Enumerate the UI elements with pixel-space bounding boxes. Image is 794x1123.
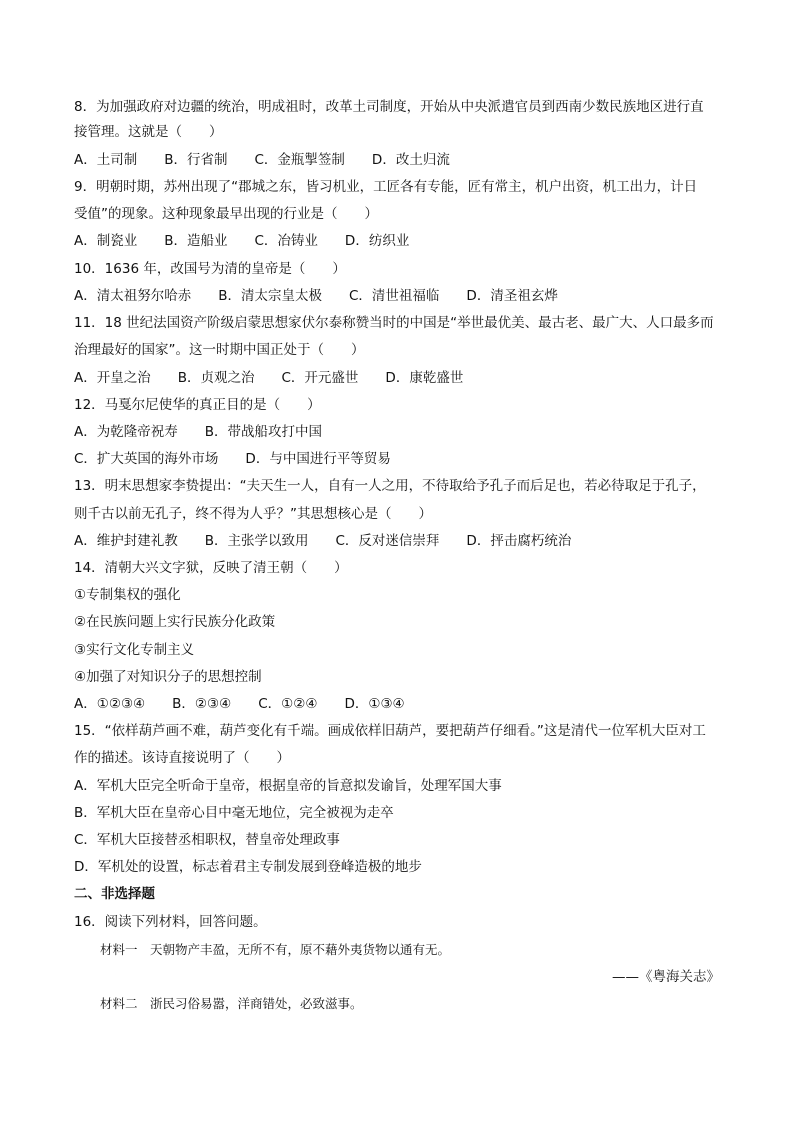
q15-option-a: A．军机大臣完全听命于皇帝，根据皇帝的旨意拟发谕旨，处理军国大事 — [74, 778, 502, 794]
q11-options: A．开皇之治 B．贞观之治 C．开元盛世 D．康乾盛世 — [74, 370, 464, 386]
q14-options: A．①②③④ B．②③④ C．①②④ D．①③④ — [74, 696, 405, 712]
q12-options-line-2: C．扩大英国的海外市场 D．与中国进行平等贸易 — [74, 451, 391, 467]
q14-stem: 14．清朝大兴文字狱，反映了清王朝（ ） — [74, 560, 348, 576]
q12-options-line-1: A．为乾隆帝祝寿 B．带战船攻打中国 — [74, 424, 322, 440]
q16-stem: 16．阅读下列材料，回答问题。 — [74, 914, 267, 930]
q9-stem-line-1: 9．明朝时期，苏州出现了“郡城之东，皆习机业，工匠各有专能，匠有常主，机户出资，机工出力，计日 — [74, 179, 698, 195]
q15-stem-line-2: 作的描述。该诗直接说明了（ ） — [74, 750, 290, 766]
q9-options: A．制瓷业 B．造船业 C．冶铸业 D．纺织业 — [74, 233, 410, 249]
q15-option-d: D．军机处的设置，标志着君主专制发展到登峰造极的地步 — [74, 859, 422, 875]
q14-item-1: ①专制集权的强化 — [74, 587, 181, 603]
material-1-source: ——《粤海关志》 — [612, 969, 720, 985]
q12-stem: 12．马戛尔尼使华的真正目的是（ ） — [74, 397, 321, 413]
q11-stem-line-1: 11．18 世纪法国资产阶级启蒙思想家伏尔泰称赞当时的中国是“举世最优美、最古老、最广大、人口最多而 — [74, 315, 714, 331]
q15-option-c: C．军机大臣接替丞相职权，替皇帝处理政事 — [74, 832, 340, 848]
q11-stem-line-2: 治理最好的国家”。这一时期中国正处于（ ） — [74, 342, 365, 358]
q14-item-2: ②在民族问题上实行民族分化政策 — [74, 614, 276, 630]
q8-stem-line-2: 接管理。这就是（ ） — [74, 124, 223, 140]
material-2: 材料二 浙民习俗易嚣，洋商错处，必致滋事。 — [100, 996, 363, 1011]
q10-options: A．清太祖努尔哈赤 B．清太宗皇太极 C．清世祖福临 D．清圣祖玄烨 — [74, 288, 558, 304]
q14-item-3: ③实行文化专制主义 — [74, 642, 195, 658]
q15-stem-line-1: 15．“依样葫芦画不难，葫芦变化有千端。画成依样旧葫芦，要把葫芦仔细看。”这是清代一位军机大臣对工 — [74, 723, 706, 739]
q13-stem-line-1: 13．明末思想家李贽提出：“夫天生一人，自有一人之用，不待取给予孔子而后足也，若必待取足于孔子， — [74, 478, 706, 494]
section-title: 二、非选择题 — [74, 886, 155, 902]
q13-stem-line-2: 则千古以前无孔子，终不得为人乎？”其思想核心是（ ） — [74, 506, 432, 522]
q14-item-4: ④加强了对知识分子的思想控制 — [74, 669, 262, 685]
q15-option-b: B．军机大臣在皇帝心目中毫无地位，完全被视为走卒 — [74, 805, 394, 821]
material-1: 材料一 天朝物产丰盈，无所不有，原不藉外夷货物以通有无。 — [100, 942, 451, 957]
q8-options: A．土司制 B．行省制 C．金瓶掣签制 D．改土归流 — [74, 152, 450, 168]
q10-stem: 10．1636 年，改国号为清的皇帝是（ ） — [74, 261, 346, 277]
q13-options: A．维护封建礼教 B．主张学以致用 C．反对迷信崇拜 D．抨击腐朽统治 — [74, 533, 572, 549]
q8-stem-line-1: 8．为加强政府对边疆的统治，明成祖时，改革土司制度，开始从中央派遣官员到西南少数民族地区进行直 — [74, 99, 704, 115]
q9-stem-line-2: 受值”的现象。这种现象最早出现的行业是（ ） — [74, 206, 378, 222]
